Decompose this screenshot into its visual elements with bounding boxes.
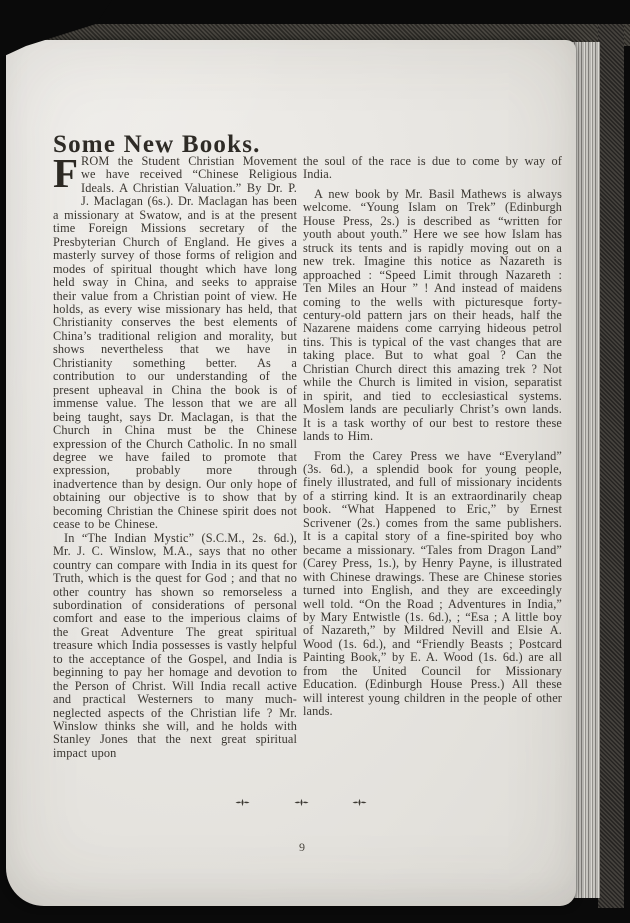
page-number: 9 bbox=[299, 840, 305, 854]
left-column bbox=[53, 150, 297, 760]
paragraph-text: ROM the Student Christian Movement we have received “Chinese Religious Ideals. A Christian Valuation.” By Dr. P. J. Maclagan (6s.). Dr. Maclagan has been a missionary at Swatow, and is at the present time Foreign Missions secretary of the Presbyterian Church of England. He gives a masterly survey of those forms of religion and modes of spiritual thought which have long held sway in China, and seeks to appraise their value from a Christian point of view. He holds, as every wise missionary has held, that Christianity conserves the best elements of China’s traditional religion and morality, but shows nevertheless that we have in Christianity something better. As a contribution to our understanding of the present upheaval in China the book is of immense value. The lesson that we are all being taught, says Dr. Maclagan, is that the Church in China must be the Chinese expression of the Church Catholic. In no small degree we have failed to promote that expression, probably more through inadvertence than by design. Our only hope of obtaining our objective is to show that by becoming Christian the Chinese spirit does not cease to be Chinese. bbox=[53, 154, 297, 532]
paragraph: From the Carey Press we have “Everyland” (3s. 6d.), a splendid book for young people, finely illustrated, and full of missionary incidents of a stirring kind. It is an extraordinarily cheap book. “What Happened to Eric,” by Ernest Scrivener (2s.) comes from the same publishers. It is a capital story of a fine-spirited boy who became a missionary. “Tales from Dragon Land” (Carey Press, 1s.), by Henry Payne, is illustrated with Chinese drawings. These are Chinese stories turned into English, and they are exceedingly well told. “On the Road ; Adventures in India,” by Mary Entwistle (1s. 6d.), ; “Esa ; A little boy of Nazareth,” by Mildred Nevill and Elsie A. Wood (1s. 6d.), and “Friendly Beasts ; Postcard Painting Book,” by E. A. Wood (1s. 6d.) are all from the United Council for Missionary Education. (Edinburgh House Press.) All these will interest young children in the people of other lands. bbox=[303, 448, 562, 719]
paragraph: A new book by Mr. Basil Mathews is always welcome. “Young Islam on Trek” (Edinburgh House Press, 2s.) is described as “written for youth about youth.” Here we see how Islam has struck its tents and is rapidly moving out on a new trek. Imagine this notice as Nazareth is approached : “Speed Limit through Nazareth : Ten Miles an Hour ” ! And instead of maidens coming to the wells with picturesque forty-century-old pattern jars on their heads, half the Nazarene maidens come carrying hideous petrol tins. This is typical of the vast changes that are taking place. But to what goal ? Can the Christian Church direct this amazing trek ? Not while the Church is limited in vision, separatist in spirit, and tied to ecclesiastical systems. Moslem lands are peculiarly Christ’s own lands. It is a task worthy of our best to restore these lands to Him. bbox=[303, 186, 562, 444]
book-cover-right-edge bbox=[598, 24, 624, 908]
paragraph bbox=[53, 150, 297, 532]
book-page bbox=[6, 40, 576, 906]
fleuron-icon bbox=[294, 798, 309, 807]
paragraph: the soul of the race is due to come by way of India. bbox=[303, 154, 562, 182]
ornament-row bbox=[235, 796, 367, 808]
page-title: Some New Books. bbox=[53, 130, 261, 158]
fleuron-icon bbox=[235, 798, 250, 807]
drop-cap-letter: F bbox=[53, 150, 79, 196]
fleuron-icon bbox=[352, 798, 367, 807]
right-column bbox=[303, 155, 562, 719]
paragraph: In “The Indian Mystic” (S.C.M., 2s. 6d.), Mr. J. C. Winslow, M.A., says that no other country can compare with India in its quest for Truth, which is the quest for God ; and that no other country has shown so remorseless a subordination of considerations of personal comfort and ease to the imperious claims of the Great Adventure The great spiritual treasure which India possesses is vastly helpful to the acceptance of the Gospel, and India is beginning to pay her homage and devotion to the Person of Christ. Will India recall active and practical Westerners to many much-neglected aspects of the Christian life ? Mr. Winslow thinks she will, and he holds with Stanley Jones that the next great spiritual impact upon bbox=[53, 530, 297, 760]
